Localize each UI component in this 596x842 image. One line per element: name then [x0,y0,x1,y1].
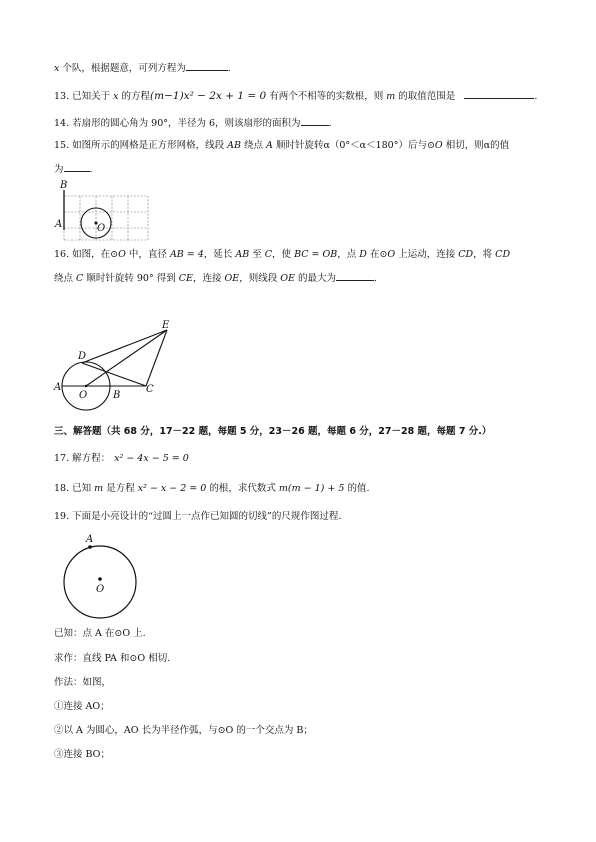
text-segment: 15. 如图所示的网格是正方形网格，线段 [54,140,228,151]
question-14 [54,115,332,131]
center-dot [85,385,88,388]
known-condition: 已知：点 A 在⊙O 上. [54,628,146,639]
text-segment: 18. 已知 [54,483,95,494]
answer-blank[interactable] [336,270,374,281]
construction-goal: 求作：直线 PA 和⊙O 相切. [54,653,171,664]
label-O: O [96,584,105,595]
equation: x² − x − 2 = 0 [137,483,207,494]
construction-step-2: ②以 A 为圆心，AO 长为半径作弧，与⊙O 的一个交点为 B； [54,725,313,736]
equation: x² − 4x − 5 = 0 [114,453,189,464]
text-segment: 个队，根据题意，可列方程为 [59,63,186,74]
text-segment: 绕点 [241,140,267,151]
var-C: C [264,249,273,260]
var-AB: AB [235,249,250,260]
question-16 [54,248,510,262]
var-O: O [118,249,126,260]
text-segment: 在⊙ [366,249,388,260]
text-segment: ，则线段 [239,273,281,284]
text-segment: . [227,63,231,74]
label-A: A [55,219,63,230]
var-x: x [113,91,119,102]
segment-OE [86,330,167,386]
var-OE: OE [280,273,295,284]
var-m: m [94,483,104,494]
text-segment: 顺时针旋转 90° 得到 [83,273,179,284]
text-segment: 相切，则α的值 [442,140,510,151]
label-D: D [78,351,87,362]
label-A: A [86,534,94,545]
point-A [88,545,92,549]
text-segment: . [328,118,332,129]
label-O: O [79,390,88,401]
text-segment: 的方程 [118,91,151,102]
construction-step-1: ①连接 AO； [54,701,110,712]
label-E: E [162,320,170,331]
var-x: x [54,63,60,74]
label-B: B [113,390,121,401]
text-segment: 的根，求代数式 [206,483,279,494]
text-segment: 上运动，连接 [395,249,459,260]
text-segment: ，点 [337,249,360,260]
var-O: O [387,249,396,260]
answer-blank[interactable] [464,88,534,99]
text-segment: 的值. [344,483,370,494]
figure-15-grid [54,178,154,242]
var-CD: CD [495,249,511,260]
question-19: 19. 下面是小亮设计的“过圆上一点作已知圆的切线”的尺规作图过程. [54,511,342,522]
text-segment: 绕点 [54,273,77,284]
text-segment: 是方程 [103,483,138,494]
answer-blank[interactable] [301,115,329,126]
text-segment: 17. 解方程： [54,453,111,464]
var-C: C [76,273,84,284]
text-line-1 [54,60,231,76]
text-segment: 13. 已知关于 [54,91,114,102]
var-m: m [386,91,396,102]
text-segment: . [534,91,538,102]
text-segment: ，连接 [192,273,225,284]
expression: m(m − 1) + 5 [278,483,345,494]
text-segment: ，延长 [203,249,236,260]
question-18 [54,482,369,496]
text-segment: 的最大为 [294,273,337,284]
construction-step-3: ③连接 BO； [54,749,110,760]
text-segment: 的取值范围是 [395,91,456,102]
var-AB: AB [227,140,241,151]
text-segment: 中，直径 [125,249,170,260]
question-17 [54,452,189,466]
answer-blank[interactable] [64,161,90,172]
var-D: D [359,249,367,260]
label-A: A [54,382,62,393]
text-segment: . [374,273,378,284]
question-13 [54,88,537,104]
equation: (m−1)x² − 2x + 1 = 0 [150,90,267,102]
text-segment: . [89,164,93,175]
text-segment: ，将 [473,249,496,260]
segment-DE [82,330,167,363]
grid-lines [64,196,148,240]
question-15-cont [54,161,93,177]
equation: BC = OB [294,249,338,260]
label-C: C [146,384,154,395]
segment-CE [146,330,167,386]
center-dot [98,577,102,581]
text-segment: 顺时针旋转α（0°＜α＜180°）后与⊙ [272,140,435,151]
question-16-cont [54,270,377,286]
figure-16 [54,316,194,412]
answer-blank[interactable] [186,60,228,71]
label-B: B [60,180,68,191]
circle-O [64,546,136,618]
var-OE: OE [224,273,240,284]
text-segment: 14. 若扇形的圆心角为 90°，半径为 6，则该扇形的面积为 [54,118,301,129]
text-segment: 16. 如图，在⊙ [54,249,119,260]
text-segment: 为 [54,164,64,175]
var-CD: CD [458,249,474,260]
label-O: O [97,223,106,234]
construction-method: 作法：如图， [54,677,112,688]
section-3-heading: 三、解答题（共 68 分，17－22 题，每题 5 分，23－26 题，每题 6 分，27－28 题，每题 7 分.） [54,426,492,437]
var-CE: CE [178,273,193,284]
var-O: O [434,140,443,151]
text-segment: ，使 [272,249,295,260]
text-segment: 至 [249,249,265,260]
question-15 [54,139,509,153]
text-segment: 有两个不相等的实数根，则 [266,91,387,102]
figure-19 [62,532,142,624]
var-A: A [266,140,273,151]
equation: AB = 4 [169,249,204,260]
